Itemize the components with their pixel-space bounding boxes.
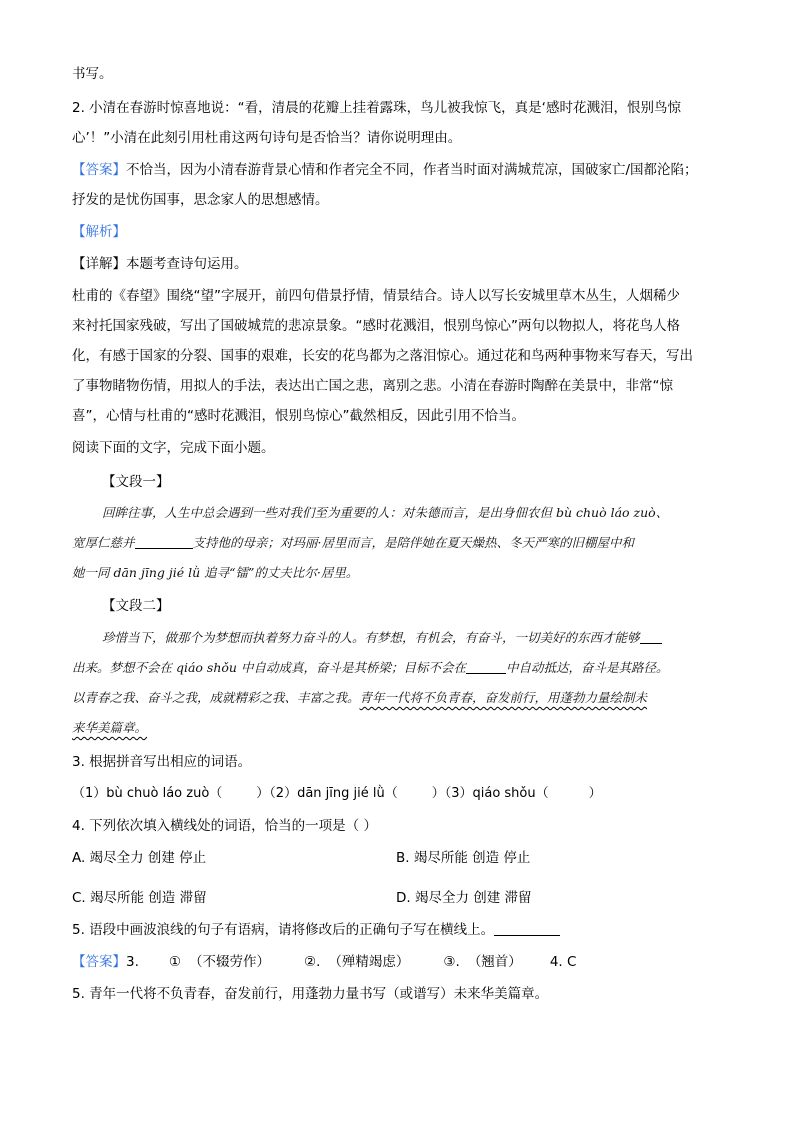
question-3: 3. 根据拼音写出相应的词语。 [72,754,252,770]
fill-blank-2[interactable] [640,629,662,644]
passage-2-text-d: 以青春之我、奋斗之我，成就精彩之我、丰富之我。 [72,690,360,705]
passage-2-line-3 [72,688,647,708]
circled-1: ① [168,954,181,970]
passage-2-text-c: 中自动抵达，奋斗是其路径。 [505,660,669,675]
question-2-line-2: 心’！”小清在此刻引用杜甫这两句诗句是否恰当？请你说明理由。 [72,130,462,146]
wavy-underlined-sentence-end: 来华美篇章。 [72,720,148,735]
fill-blank-5[interactable] [494,921,560,936]
analysis-line-2: 来衬托国家残破，写出了国破城荒的悲凉景象。“感时花溅泪，恨别鸟惊心”两句以物拟人，将花鸟人格 [72,318,680,334]
analysis-tag: 【解析】 [72,224,126,240]
q3-item-1: （1）bù chuò láo zuò（ [72,786,223,801]
q3-item-3: ）（3）qiáo shǒu（ [431,786,549,801]
answer-text: 不恰当，因为小清春游背景心情和作者完全不同，作者当时面对满城荒凉，国破家亡/国都沦陷； [126,162,698,178]
fill-blank-1[interactable] [135,534,193,549]
answer-line-3 [72,952,576,972]
q3-close: ） [588,786,602,801]
option-c: C. 竭尽所能 创造 滞留 [72,890,207,906]
passage-1-text-a: 宽厚仁慈并 [72,535,135,550]
ans-3-2: （殚精竭虑） [328,954,410,970]
passage-2-text-b: 出来。梦想不会在 qiáo shǒu 中自动成真，奋斗是其桥梁；目标不会在 [72,660,466,675]
question-3-items [72,784,602,804]
fill-blank-3[interactable] [466,659,506,674]
passage-1-line-1: 回眸往事，人生中总会遇到一些对我们至为重要的人：对朱德而言，是出身佃农但 bù chuò láo zuò、 [102,505,669,520]
option-d: D. 竭尽全力 创建 滞留 [396,890,532,906]
passage-1-heading: 【文段一】 [102,474,170,490]
wavy-underlined-sentence: 青年一代将不负青春，奋发前行，用蓬勃力量绘制未 [359,690,648,705]
answer-5: 5. 青年一代将不负青春，奋发前行，用蓬勃力量书写（或谱写）未来华美篇章。 [72,986,549,1002]
circled-2: ②. [304,954,321,970]
analysis-line-3: 化，有感于国家的分裂、国事的艰难，长安的花鸟都为之落泪惊心。通过花和鸟两种事物来写春天，写出 [72,348,693,364]
passage-2-line-4 [72,718,147,738]
analysis-line-5: 喜”，心情与杜甫的“感时花溅泪，恨别鸟惊心”截然相反，因此引用不恰当。 [72,408,525,424]
ans-3-1: （不辍劳作） [189,954,270,970]
ans-3-label: 3. [126,954,139,970]
circled-3: ③. [443,954,460,970]
passage-2-line-1 [102,628,662,648]
analysis-line-4: 了事物睹物伤情，用拟人的手法，表达出亡国之悲，离别之悲。小清在春游时陶醉在美景中，非常“惊 [72,378,673,394]
question-4: 4. 下列依次填入横线处的词语，恰当的一项是（ ） [72,818,377,834]
passage-1-line-3: 她一同 dān jīng jié lǜ 追寻“镭”的丈夫比尔·居里。 [72,565,359,580]
answer-tag-2: 【答案】 [72,954,126,970]
passage-2-heading: 【文段二】 [102,598,170,614]
question-5 [72,920,560,940]
passage-1-text-b: 支持他的母亲；对玛丽·居里而言，是陪伴她在夏天燥热、冬天严寒的旧棚屋中和 [192,535,634,550]
detail-heading: 【详解】本题考查诗句运用。 [72,256,248,272]
analysis-line-1: 杜甫的《春望》围绕“望”字展开，前四句借景抒情，情景结合。诗人以写长安城里草木丛生，人烟稀少 [72,288,680,304]
option-b: B. 竭尽所能 创造 停止 [396,850,531,866]
question-5-text: 5. 语段中画波浪线的句子有语病，请将修改后的正确句子写在横线上。 [72,922,495,938]
text-line: 书写。 [72,66,113,82]
option-a: A. 竭尽全力 创建 停止 [72,850,207,866]
answer-tag: 【答案】 [72,162,126,178]
passage-1-line-2 [72,533,634,553]
passage-2-line-2 [72,658,668,678]
q3-item-2: ）（2）dān jīng jié lǜ（ [256,786,398,801]
answer-line-2: 抒发的是忧伤国事，思念家人的思想感情。 [72,192,329,208]
ans-3-3: （翘首） [467,954,522,970]
reading-instruction: 阅读下面的文字，完成下面小题。 [72,440,275,456]
ans-4: 4. C [549,954,577,970]
answer-line-1 [72,160,698,180]
passage-2-text-a: 珍惜当下，做那个为梦想而执着努力奋斗的人。有梦想，有机会，有奋斗，一切美好的东西才能够 [102,630,640,645]
question-2-line-1: 2. 小清在春游时惊喜地说：“看，清晨的花瓣上挂着露珠，鸟儿被我惊飞，真是‘感时花溅泪，恨别鸟惊 [72,100,681,116]
